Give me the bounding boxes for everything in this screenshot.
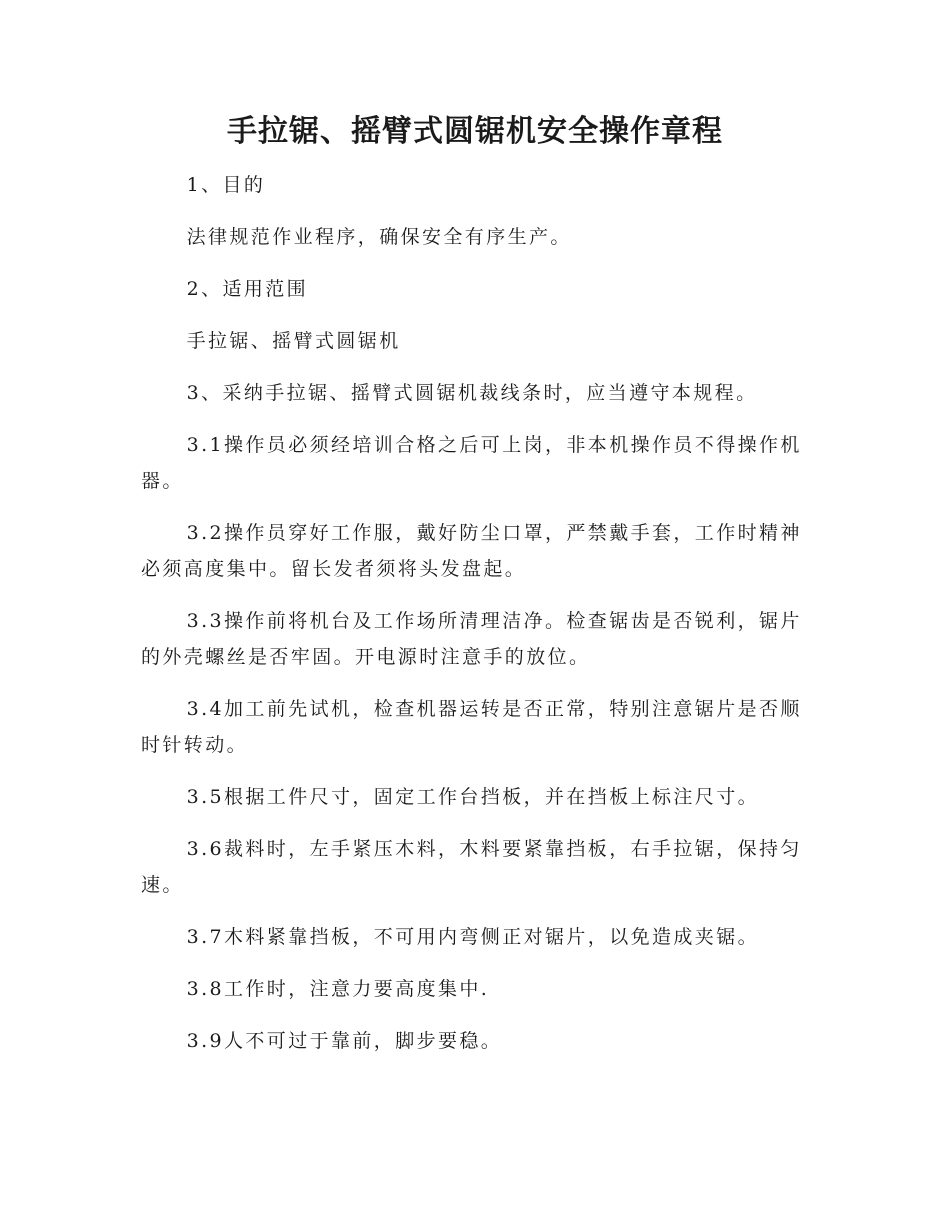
rule-3-7: 3.7木料紧靠挡板，不可用内弯侧正对锯片，以免造成夹锯。 (186, 926, 760, 948)
rule-3-2: 3.2操作员穿好工作服，戴好防尘口罩，严禁戴手套，工作时精神必须高度集中。留长发者须将头发盘起。 (141, 522, 802, 580)
paragraph-scope: 手拉锯、摇臂式圆锯机 (186, 330, 401, 352)
section-heading-rules: 3、采纳手拉锯、摇臂式圆锯机裁线条时，应当遵守本规程。 (186, 382, 758, 404)
rule-3-4: 3.4加工前先试机，检查机器运转是否正常，特别注意锯片是否顺时针转动。 (141, 698, 802, 756)
rule-3-5: 3.5根据工件尺寸，固定工作台挡板，并在挡板上标注尺寸。 (186, 786, 760, 808)
rule-3-8: 3.8工作时，注意力要高度集中. (186, 978, 490, 1000)
rule-3-3: 3.3操作前将机台及工作场所清理洁净。检查锯齿是否锐利，锯片的外壳螺丝是否牢固。开电源时注意手的放位。 (141, 610, 802, 668)
section-heading-scope: 2、适用范围 (186, 278, 309, 300)
rule-3-1: 3.1操作员必须经培训合格之后可上岗，非本机操作员不得操作机器。 (141, 434, 802, 492)
paragraph-purpose: 法律规范作业程序，确保安全有序生产。 (186, 226, 572, 248)
section-heading-purpose: 1、目的 (186, 174, 266, 196)
document-body (141, 167, 809, 1075)
rule-3-6: 3.6裁料时，左手紧压木料，木料要紧靠挡板，右手拉锯，保持匀速。 (141, 838, 802, 896)
document-title: 手拉锯、摇臂式圆锯机安全操作章程 (227, 114, 723, 149)
rule-3-9: 3.9人不可过于靠前，脚步要稳。 (186, 1030, 503, 1052)
